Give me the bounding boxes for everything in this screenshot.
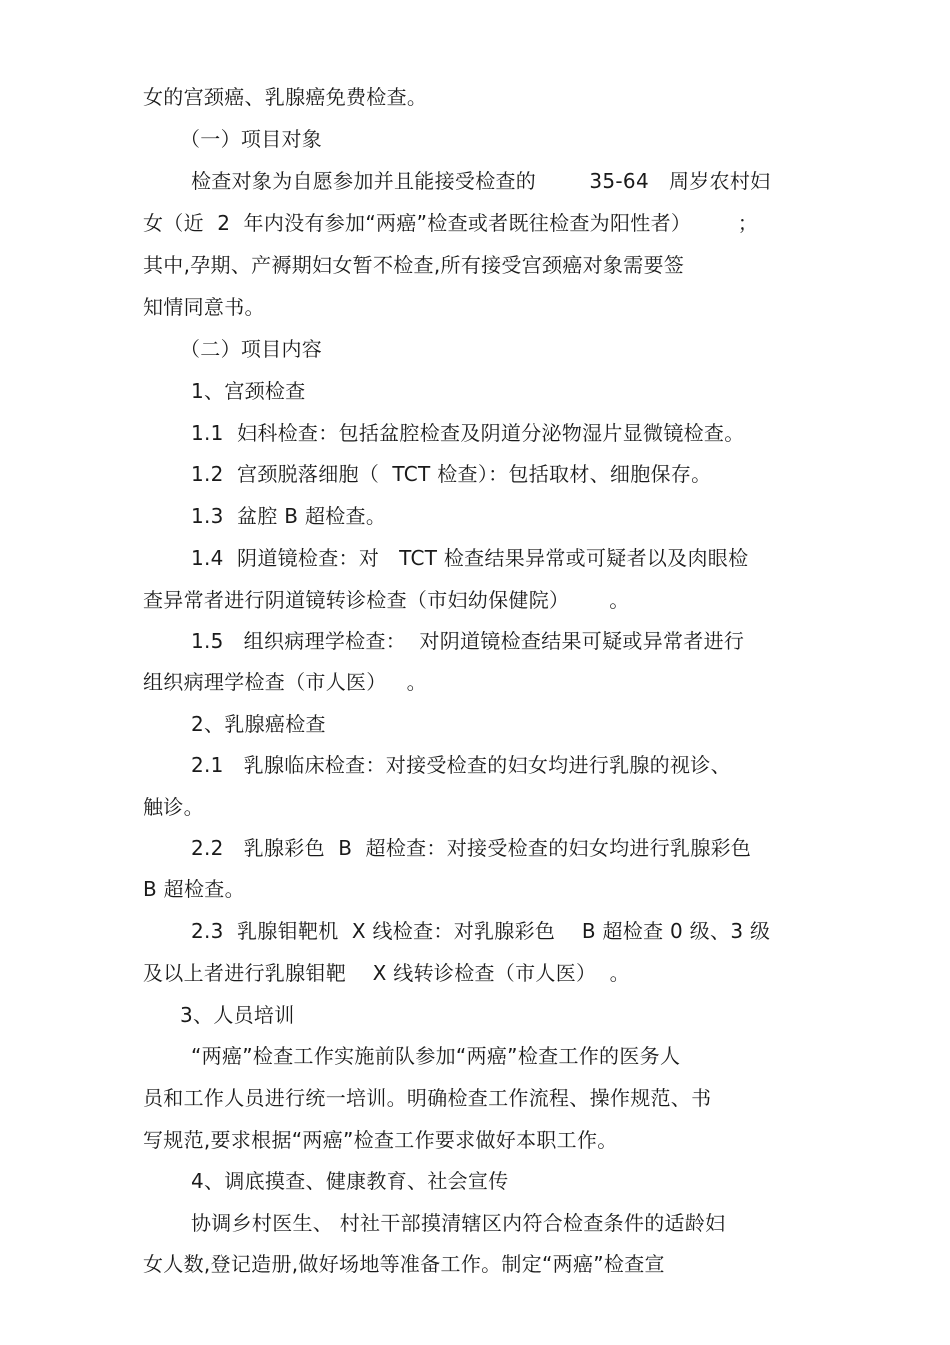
text-line: 协调乡村医生、 村社干部摸清辖区内符合检查条件的适龄妇 [191,1211,726,1235]
text-line: 组织病理学检查（市人医） 。 [143,670,427,694]
text-line: 2.1 乳腺临床检查：对接受检查的妇女均进行乳腺的视诊、 [191,753,731,777]
section-heading: （二）项目内容 [180,337,323,361]
text-line: “两癌”检查工作实施前队参加“两癌”检查工作的医务人 [191,1044,681,1068]
text-line: 1.5 组织病理学检查： 对阴道镜检查结果可疑或异常者进行 [191,629,745,653]
text-line: 及以上者进行乳腺钼靶 X 线转诊检查（市人医） 。 [143,961,630,985]
section-heading: （一）项目对象 [180,127,323,151]
text-line: 2.3 乳腺钼靶机 X 线检查：对乳腺彩色 B 超检查 0 级、3 级 [191,919,771,943]
text-line: 查异常者进行阴道镜转诊检查（市妇幼保健院） 。 [143,588,630,612]
text-line: 其中,孕期、产褥期妇女暂不检查,所有接受宫颈癌对象需要签 [143,253,685,277]
text-line: 女的宫颈癌、乳腺癌免费检查。 [143,85,428,109]
text-line: 女（近 2 年内没有参加“两癌”检查或者既往检查为阳性者） ； [143,211,759,235]
subsection-heading: 2、乳腺癌检查 [191,712,326,736]
text-line: B 超检查。 [143,877,245,901]
text-line: 2.2 乳腺彩色 B 超检查：对接受检查的妇女均进行乳腺彩色 [191,836,752,860]
text-line: 1.4 阴道镜检查：对 TCT 检查结果异常或可疑者以及肉眼检 [191,546,749,570]
text-line: 1.1 妇科检查：包括盆腔检查及阴道分泌物湿片显微镜检查。 [191,421,745,445]
text-line: 女人数,登记造册,做好场地等准备工作。制定“两癌”检查宣 [143,1252,665,1276]
text-line: 1.3 盆腔 B 超检查。 [191,504,387,528]
text-line: 1.2 宫颈脱落细胞（ TCT 检查）：包括取材、细胞保存。 [191,462,712,486]
text-line: 知情同意书。 [143,295,265,319]
text-line: 写规范,要求根据“两癌”检查工作要求做好本职工作。 [143,1128,618,1152]
subsection-heading: 3、人员培训 [180,1003,295,1027]
subsection-heading: 1、宫颈检查 [191,379,306,403]
text-line: 员和工作人员进行统一培训。明确检查工作流程、操作规范、书 [143,1086,712,1110]
text-line: 检查对象为自愿参加并且能接受检查的 35-64 周岁农村妇 [191,169,771,193]
subsection-heading: 4、调底摸查、健康教育、社会宣传 [191,1169,509,1193]
text-line: 触诊。 [143,795,204,819]
